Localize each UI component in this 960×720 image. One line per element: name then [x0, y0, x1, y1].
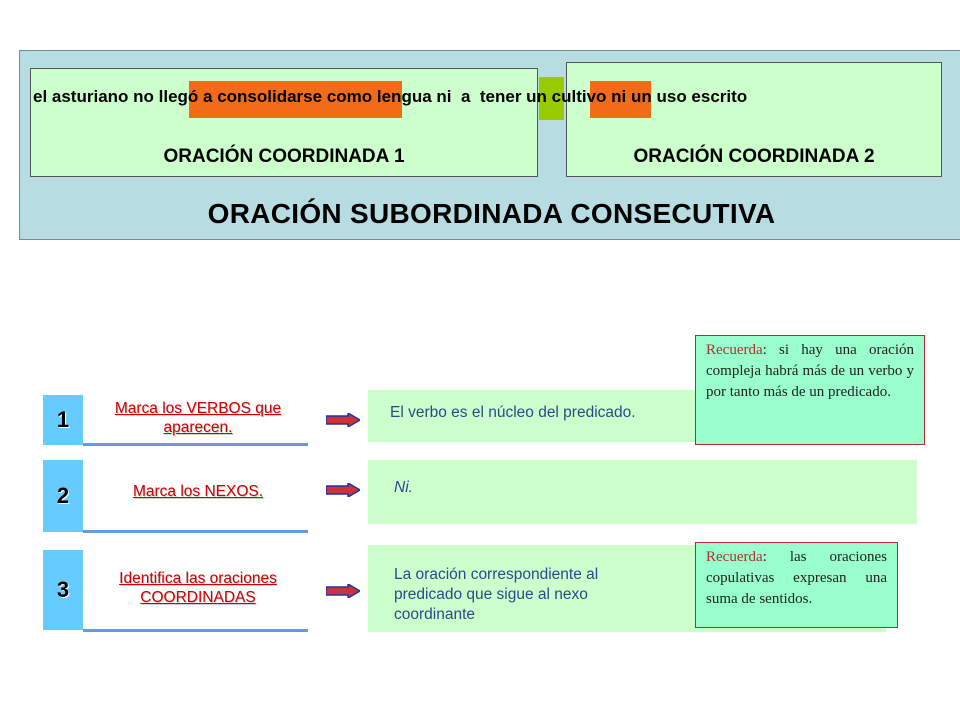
coordinate-clause-2-label: ORACIÓN COORDINADA 2	[633, 146, 875, 167]
step-1-answer: El verbo es el núcleo del predicado.	[390, 404, 636, 421]
step-2-number: 2	[43, 460, 83, 532]
coordinate-clause-1-label: ORACIÓN COORDINADA 1	[163, 146, 405, 167]
example-sentence	[22, 82, 960, 112]
step-3-underline	[83, 629, 308, 632]
step-1-underline	[83, 443, 308, 446]
note-1-keyword: Recuerda	[706, 342, 763, 358]
sentence-verb-2: tener	[479, 87, 522, 106]
sentence-nexo: ni	[436, 87, 452, 106]
sentence-part: el asturiano no	[33, 87, 159, 106]
sentence-part: un cultivo ni un uso escrito	[521, 87, 748, 106]
step-2-answer: Ni.	[394, 479, 413, 496]
note-2-text: : las oraciones copulativas expresan una suma de sentidos.	[706, 549, 887, 607]
arrow-right-icon	[326, 584, 360, 598]
diagram-title: ORACIÓN SUBORDINADA CONSECUTIVA	[207, 198, 776, 229]
note-2-keyword: Recuerda	[706, 549, 763, 565]
step-2-instruction: Marca los NEXOS.	[132, 483, 264, 500]
sentence-part: a	[451, 87, 480, 106]
step-3-instruction: Identifica las oraciones COORDINADAS	[119, 570, 277, 606]
step-1-instruction: Marca los VERBOS que aparecen.	[114, 400, 282, 436]
sentence-part: como lengua	[322, 87, 437, 106]
step-2-underline	[83, 530, 308, 533]
step-1-number: 1	[43, 395, 83, 445]
arrow-right-icon	[326, 413, 360, 427]
reminder-note-1	[695, 335, 925, 445]
sentence-verb-1: llegó a consolidarse	[158, 87, 323, 106]
reminder-note-2	[695, 542, 898, 628]
arrow-right-icon	[326, 483, 360, 497]
step-3-number: 3	[43, 550, 83, 630]
note-1-text: : si hay una oración compleja habrá más de un verbo y por tanto más de un predicado.	[706, 342, 914, 400]
step-3-answer: La oración correspondiente al predicado que sigue al nexo coordinante	[394, 566, 599, 623]
